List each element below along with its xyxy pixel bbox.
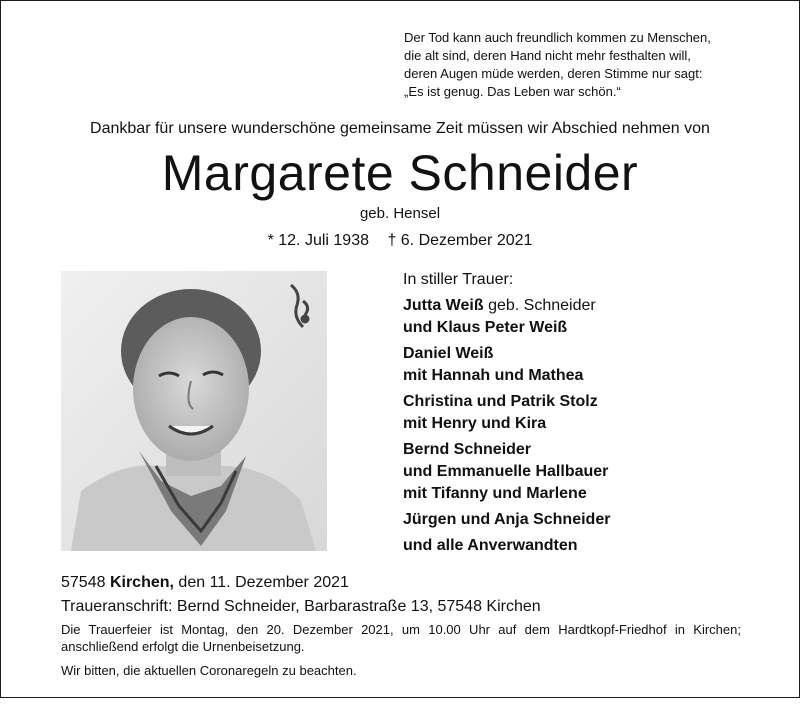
mourner-line: mit Hannah und Mathea [403, 367, 584, 384]
mourner-line: Christina und Patrik Stolz [403, 393, 598, 410]
life-dates [1, 231, 799, 251]
poem-quote [404, 29, 711, 101]
mourner-maiden-name: geb. Schneider [488, 297, 596, 314]
mourning-address: Traueranschrift: Bernd Schneider, Barbarastraße 13, 57548 Kirchen [61, 598, 541, 615]
ceremony-notice: Die Trauerfeier ist Montag, den 20. Dezember 2021, um 10.00 Uhr auf dem Hardtkopf-Friedhof in Kirchen; anschließend erfolgt die Urnenbeisetzung. [61, 622, 741, 654]
death-date: † 6. Dezember 2021 [387, 232, 533, 249]
mourner-line: mit Henry und Kira [403, 415, 547, 432]
town: Kirchen, [109, 574, 174, 591]
mourners-list [403, 269, 610, 561]
mourners-label: In stiller Trauer: [403, 271, 514, 288]
poem-line: Der Tod kann auch freundlich kommen zu Menschen, [404, 30, 711, 45]
corona-notice: Wir bitten, die aktuellen Coronaregeln zu beachten. [61, 663, 357, 678]
mourner-group [403, 509, 610, 531]
poem-line: deren Augen müde werden, deren Stimme nur sagt: [404, 66, 703, 81]
mourner-group [403, 535, 610, 557]
mourner-group [403, 439, 610, 505]
mourner-line: und Klaus Peter Weiß [403, 319, 568, 336]
maiden-name: geb. Hensel [359, 205, 441, 222]
place-and-date [61, 573, 349, 593]
deceased-name: Margarete Schneider [161, 145, 639, 201]
birth-date: * 12. Juli 1938 [267, 232, 369, 249]
intro-text: Dankbar für unsere wunderschöne gemeinsame Zeit müssen wir Abschied nehmen von [90, 120, 710, 137]
postcode: 57548 [61, 574, 106, 591]
mourner-line: mit Tifanny und Marlene [403, 485, 587, 502]
mourner-line: und alle Anverwandten [403, 537, 578, 554]
mourner-line: und Emmanuelle Hallbauer [403, 463, 609, 480]
mourner-group [403, 343, 610, 387]
poem-line: die alt sind, deren Hand nicht mehr festhalten will, [404, 48, 691, 63]
poem-line: „Es ist genug. Das Leben war schön.“ [404, 84, 621, 99]
notice-date: den 11. Dezember 2021 [178, 574, 349, 591]
mourner-group [403, 391, 610, 435]
mourner-line: Bernd Schneider [403, 441, 532, 458]
portrait-photo [61, 271, 327, 551]
mourner-group [403, 295, 610, 339]
mourner-line: Daniel Weiß [403, 345, 494, 362]
mourner-line [403, 295, 610, 317]
mourner-line: Jürgen und Anja Schneider [403, 511, 611, 528]
mourner-name: Jutta Weiß [403, 297, 484, 314]
